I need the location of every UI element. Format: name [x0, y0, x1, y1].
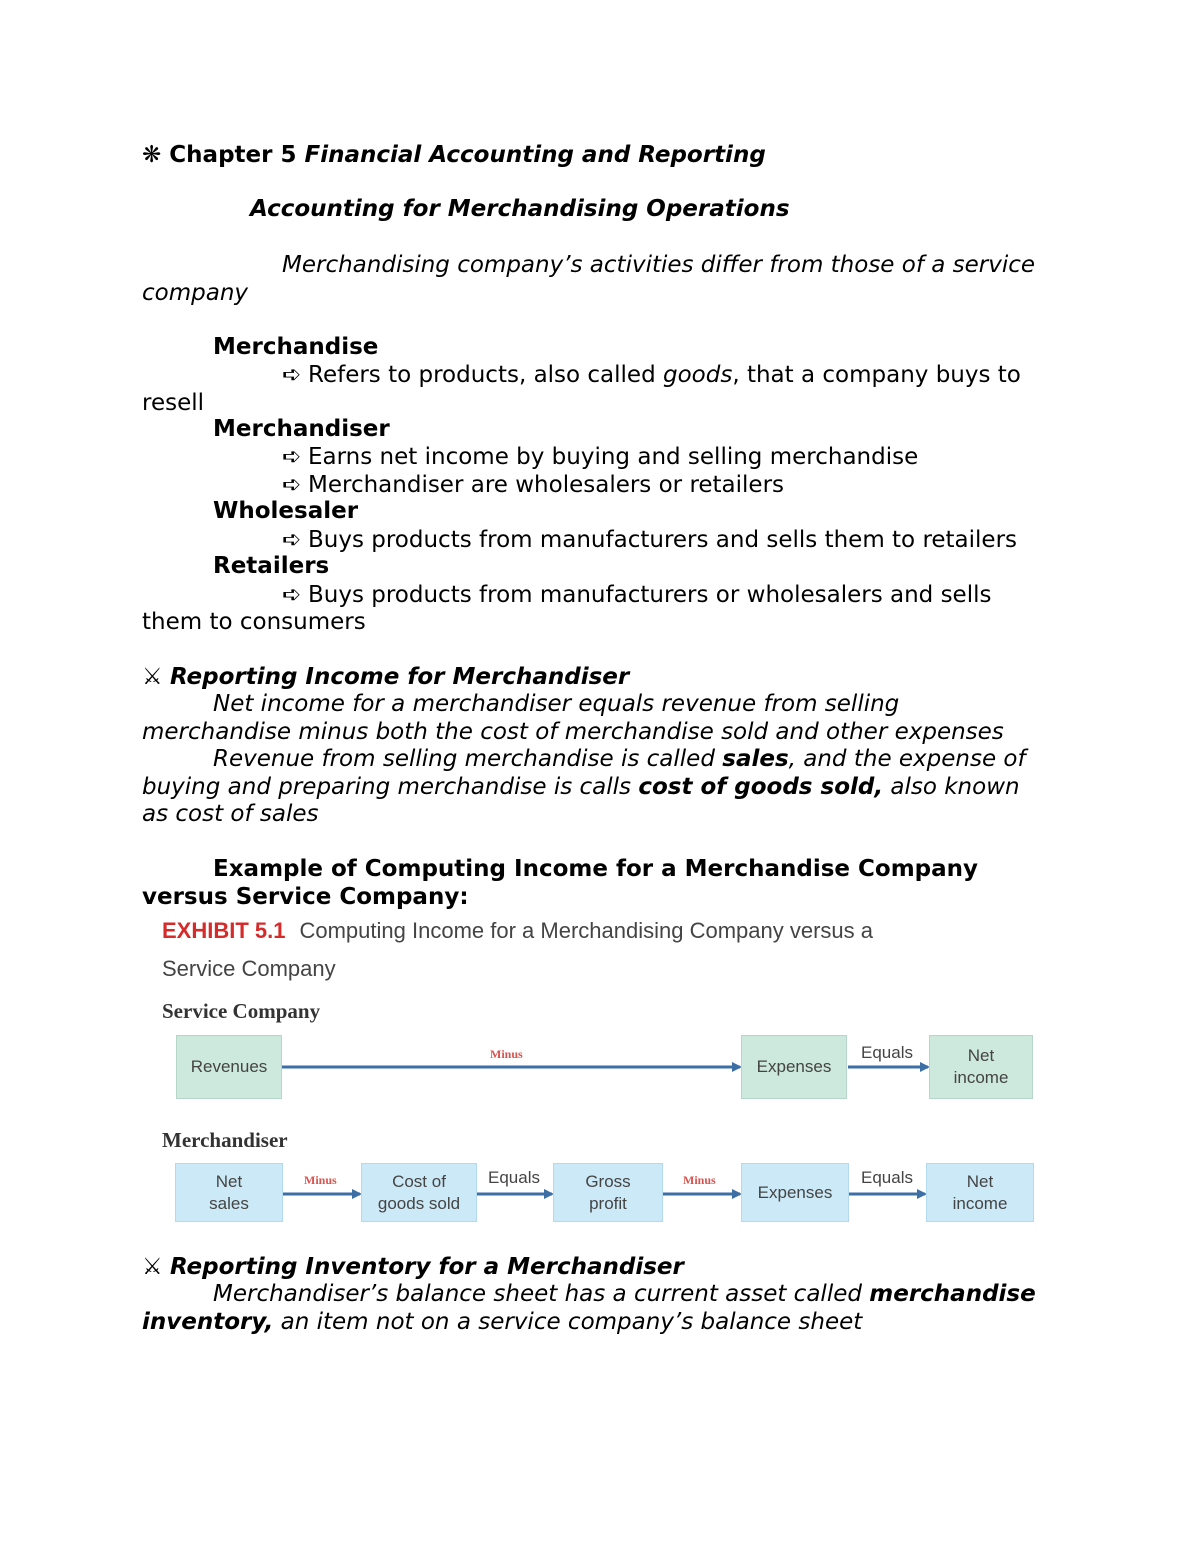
def-merchandise: ➪ Refers to products, also called goods, that a company buys to: [282, 362, 1021, 388]
def-merchandiser-2: ➪ Merchandiser are wholesalers or retailers: [282, 472, 785, 498]
inventory-line2: inventory, an item not on a service company’s balance sheet: [142, 1309, 863, 1335]
def-merchandiser-1: ➪ Earns net income by buying and selling merchandise: [282, 444, 919, 470]
term-wholesaler: Wholesaler: [213, 498, 359, 524]
label-minus: Minus: [490, 1047, 523, 1061]
income-p2-line1: Revenue from selling merchandise is called sales, and the expense of: [213, 746, 1026, 772]
income-p2-line2: buying and preparing merchandise is calls cost of goods sold, also known: [142, 774, 1020, 800]
def-retailers: ➪ Buys products from manufacturers or wholesalers and sells: [282, 582, 992, 608]
arrow-bullet-icon: ➪: [282, 362, 302, 388]
term-retailers: Retailers: [213, 553, 330, 579]
intro-line-2: company: [142, 280, 249, 306]
income-p1-line2: merchandise minus both the cost of merchandise sold and other expenses: [142, 719, 1004, 745]
example-heading-line2: versus Service Company:: [142, 884, 469, 910]
arrow-bullet-icon: ➪: [282, 582, 302, 608]
box-net-income: Net income: [929, 1035, 1033, 1099]
arrow-bullet-icon: ➪: [282, 472, 302, 498]
term-merchandise: Merchandise: [213, 334, 379, 360]
arrow-bullet-icon: ➪: [282, 444, 302, 470]
arrow-bullet-icon: ➪: [282, 527, 302, 553]
def-retailers-cont: them to consumers: [142, 609, 366, 635]
term-merchandiser: Merchandiser: [213, 416, 390, 442]
box-expenses-merch: Expenses: [741, 1163, 849, 1222]
swords-bullet-icon: ⚔: [142, 664, 163, 690]
intro-line-1: Merchandising company’s activities differ from those of a service: [282, 252, 1036, 278]
inventory-section-heading: [142, 1253, 684, 1281]
example-heading-line1: Example of Computing Income for a Merchandise Company: [213, 856, 979, 882]
inventory-line1: Merchandiser’s balance sheet has a current asset called merchandise: [213, 1281, 1036, 1307]
exhibit-title: Computing Income for a Merchandising Company versus a: [299, 918, 873, 943]
swords-bullet-icon: ⚔: [142, 1254, 163, 1280]
box-net-sales: Net sales: [175, 1163, 283, 1222]
income-p1-line1: Net income for a merchandiser equals revenue from selling: [213, 691, 900, 717]
service-company-heading: Service Company: [162, 999, 321, 1023]
merchandiser-heading: Merchandiser: [162, 1128, 288, 1152]
def-wholesaler: ➪ Buys products from manufacturers and sells them to retailers: [282, 527, 1018, 553]
label-equals: Equals: [861, 1043, 913, 1062]
section-subtitle: Accounting for Merchandising Operations: [250, 196, 790, 222]
asterism-bullet: ❋: [142, 142, 162, 168]
def-merchandise-cont: resell: [142, 390, 205, 416]
exhibit-title-line2: Service Company: [162, 956, 336, 981]
inventory-section-title: Reporting Inventory for a Merchandiser: [169, 1254, 684, 1280]
course-title: Financial Accounting and Reporting: [304, 142, 766, 168]
box-net-income-merch: Net income: [926, 1163, 1034, 1222]
income-section-title: Reporting Income for Merchandiser: [169, 664, 630, 690]
income-p2-line3: as cost of sales: [142, 801, 319, 827]
label-equals-1: Equals: [488, 1168, 540, 1187]
box-revenues: Revenues: [176, 1035, 282, 1099]
box-cost-of-goods-sold: Cost of goods sold: [361, 1163, 477, 1222]
label-minus-1: Minus: [304, 1173, 337, 1187]
label-minus-2: Minus: [683, 1173, 716, 1187]
box-gross-profit: Gross profit: [553, 1163, 663, 1222]
exhibit-number: EXHIBIT 5.1: [162, 918, 286, 943]
label-equals-2: Equals: [861, 1168, 913, 1187]
chapter-number: Chapter 5: [169, 142, 297, 168]
box-expenses: Expenses: [741, 1035, 847, 1099]
